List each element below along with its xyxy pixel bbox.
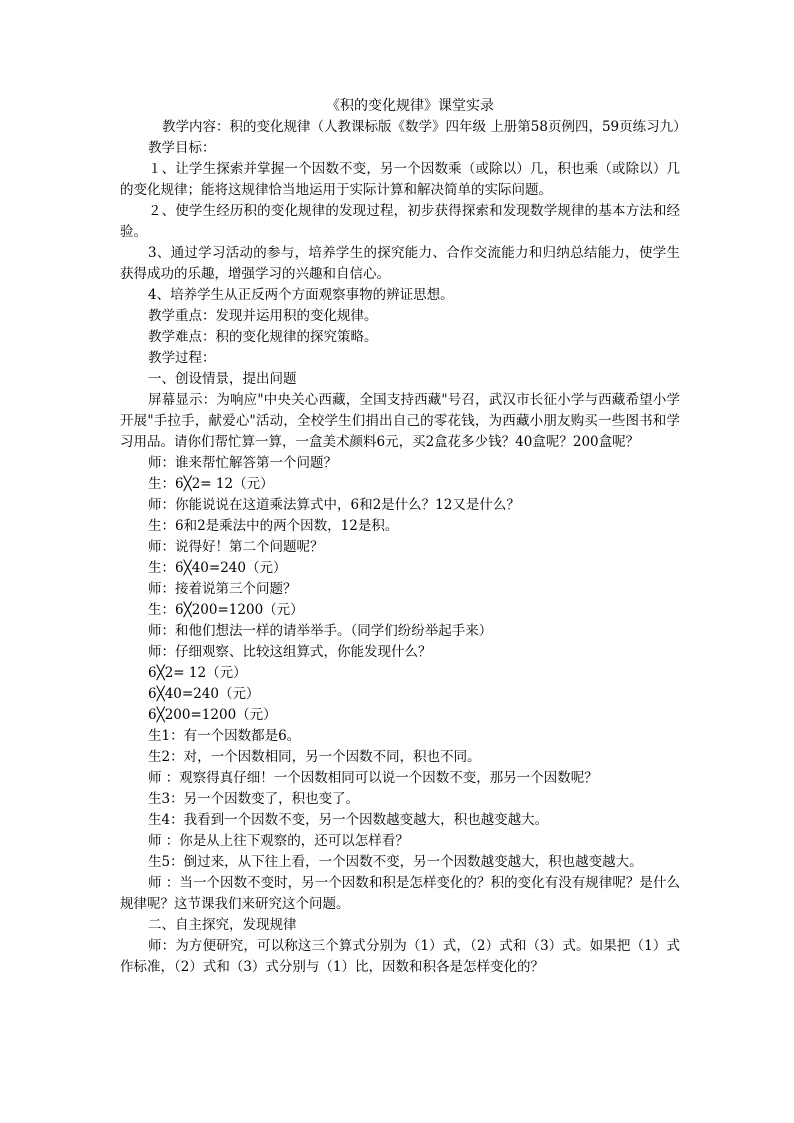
dialogue-line: 师：和他们想法一样的请举举手。（同学们纷纷举起手来） — [148, 623, 493, 639]
equation-line: 6╳40=240（元） — [148, 686, 260, 702]
screen-display: 屏幕显示：为响应"中央关心西藏，全国支持西藏"号召，武汉市长征小学与西藏希望小学开展"手拉手，献爱心"活动，全校学生们捐出自己的零花钱，为西藏小朋友购买一些图书和学习用品。请你们帮忙算一算，一盒美术颜料6元，买2盒花多少钱？40盒呢？200盒呢？ — [120, 392, 680, 450]
difficult-point: 教学难点：积的变化规律的探究策略。 — [148, 329, 378, 345]
dialogue-line: 师：谁来帮忙解答第一个问题？ — [148, 455, 337, 471]
equation-line: 6╳200=1200（元） — [148, 707, 277, 723]
dialogue-line: 师：为方便研究，可以称这三个算式分别为（1）式，（2）式和（3）式。如果把（1）式作标准，（2）式和（3）式分别与（1）比，因数和积各是怎样变化的？ — [120, 938, 680, 975]
dialogue-line: 生4：我看到一个因数不变，另一个因数越变越大，积也越变越大。 — [148, 812, 549, 828]
objectives-heading: 教学目标： — [148, 140, 216, 156]
dialogue-line: 生：6和2是乘法中的两个因数，12是积。 — [148, 518, 399, 534]
dialogue-line: 师：接着说第三个问题？ — [148, 581, 297, 597]
objective-1: １、让学生探索并掌握一个因数不变，另一个因数乘（或除以）几，积也乘（或除以）几的变化规律；能将这规律恰当地运用于实际计算和解决简单的实际问题。 — [120, 161, 680, 198]
equation-line: 6╳2= 12（元） — [148, 665, 247, 681]
dialogue-line: 师：你能说说在这道乘法算式中，6和2是什么？12又是什么？ — [148, 497, 520, 513]
objective-4: 4、培养学生从正反两个方面观察事物的辨证思想。 — [148, 287, 454, 303]
objective-2: ２、使学生经历积的变化规律的发现过程，初步获得探索和发现数学规律的基本方法和经验。 — [120, 203, 680, 240]
dialogue-line: 师 ：观察得真仔细！一个因数相同可以说一个因数不变，那另一个因数呢？ — [148, 770, 598, 786]
dialogue-line: 师 ：你是从上往下观察的，还可以怎样看？ — [148, 833, 409, 849]
dialogue-line: 生：6╳2= 12（元） — [148, 476, 274, 492]
dialogue-line: 师 ：当一个因数不变时，另一个因数和积是怎样变化的？积的变化有没有规律呢？是什么规律呢？这节课我们来研究这个问题。 — [120, 875, 680, 912]
dialogue-line: 师：说得好！第二个问题呢？ — [148, 539, 324, 555]
document-page — [120, 96, 687, 978]
document-title: 《积的变化规律》课堂实录 — [326, 98, 494, 114]
dialogue-line: 生2：对，一个因数相同，另一个因数不同，积也不同。 — [148, 749, 481, 765]
section-2-heading: 二、自主探究，发现规律 — [148, 917, 297, 933]
teaching-content: 教学内容：积的变化规律（人教课标版《数学》四年级 上册第58页例四，59页练习九） — [162, 119, 687, 135]
dialogue-line: 生5：倒过来，从下往上看，一个因数不变，另一个因数越变越大，积也越变越大。 — [148, 854, 643, 870]
objective-3: 3、通过学习活动的参与，培养学生的探究能力、合作交流能力和归纳总结能力，使学生获得成功的乐趣，增强学习的兴趣和自信心。 — [120, 245, 680, 282]
dialogue-line: 生3：另一个因数变了，积也变了。 — [148, 791, 360, 807]
section-1-heading: 一、创设情景，提出问题 — [148, 371, 297, 387]
process-heading: 教学过程： — [148, 350, 216, 366]
dialogue-line: 生：6╳40=240（元） — [148, 560, 287, 576]
key-point: 教学重点：发现并运用积的变化规律。 — [148, 308, 378, 324]
dialogue-line: 生1：有一个因数都是6。 — [148, 728, 301, 744]
dialogue-line: 生：6╳200=1200（元） — [148, 602, 304, 618]
dialogue-line: 师：仔细观察、比较这组算式，你能发现什么？ — [148, 644, 432, 660]
